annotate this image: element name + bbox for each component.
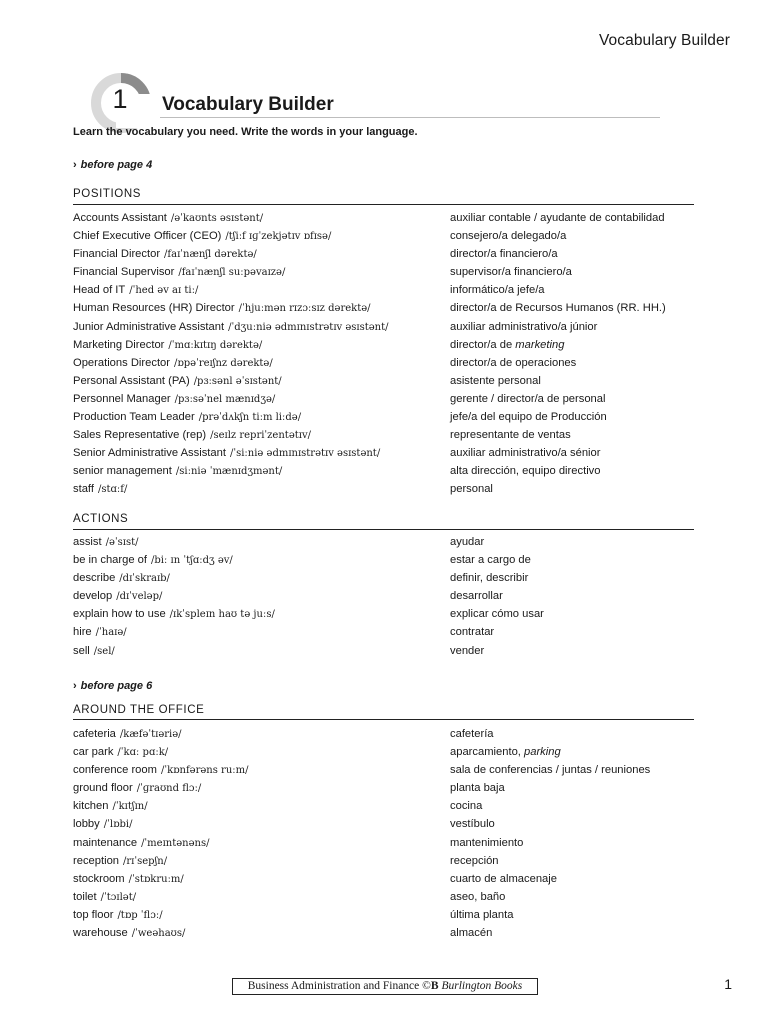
section-heading-actions: ACTIONS — [73, 513, 129, 525]
term-word: warehouse — [73, 927, 128, 940]
list-item — [73, 480, 694, 498]
term-spanish: recepción — [450, 854, 499, 867]
term-spanish: planta baja — [450, 782, 505, 795]
list-item — [73, 263, 694, 281]
term-pronunciation: /tɒp ˈflɔː/ — [117, 909, 163, 921]
list-item — [73, 209, 694, 227]
list-item — [73, 372, 694, 390]
term-pronunciation: /tʃiːf ɪɡˈzekjətɪv ɒfɪsə/ — [225, 231, 332, 243]
list-item — [73, 906, 694, 924]
term-spanish: auxiliar administrativo/a júnior — [450, 320, 598, 333]
term-english — [73, 462, 282, 481]
term-pronunciation: /faɪˈnænʃl dərektə/ — [164, 249, 257, 261]
term-pronunciation: /əˈsɪst/ — [105, 537, 139, 548]
term-pronunciation: /ˈlɒbi/ — [103, 819, 133, 831]
term-pronunciation: /ˈkɑː pɑːk/ — [117, 747, 169, 759]
term-pronunciation: /sel/ — [93, 645, 115, 657]
list-item — [73, 834, 694, 852]
list-item — [73, 569, 694, 587]
list-item — [73, 444, 694, 462]
term-word: senior management — [73, 465, 172, 478]
term-word: Sales Representative (rep) — [73, 429, 207, 442]
term-pronunciation: /ɒpəˈreɪʃnz dərektə/ — [174, 357, 273, 369]
term-spanish: estar a cargo de — [450, 554, 531, 567]
term-pronunciation: /ˈhed əv aɪ tiː/ — [129, 285, 199, 297]
term-pronunciation: /stɑːf/ — [97, 484, 128, 496]
term-word: lobby — [73, 818, 100, 831]
list-item — [73, 797, 694, 815]
term-spanish: sala de conferencias / juntas / reuniones — [450, 764, 651, 777]
term-english — [73, 761, 248, 780]
term-english — [73, 924, 185, 943]
term-english — [73, 605, 275, 624]
term-pronunciation: /ɪkˈspleɪn haʊ tə juːs/ — [169, 609, 275, 621]
term-spanish: auxiliar contable / ayudante de contabilidad — [450, 212, 665, 224]
term-word: Accounts Assistant — [73, 212, 167, 224]
term-english — [73, 227, 331, 246]
term-word: conference room — [73, 764, 157, 777]
term-spanish: consejero/a delegado/a — [450, 230, 567, 243]
term-spanish: director/a de operaciones — [450, 356, 577, 369]
term-pronunciation: /pɜːsəˈnel mænɪdʒə/ — [174, 393, 276, 405]
term-pronunciation: /ˈmɑːkɪtɪŋ dərektə/ — [168, 339, 263, 351]
term-pronunciation: /əˈkaʊnts əsɪstənt/ — [170, 213, 264, 224]
term-spanish: personal — [450, 483, 493, 496]
term-spanish: cocina — [450, 800, 483, 813]
page-marker-6 — [73, 680, 152, 692]
list-item — [73, 299, 694, 317]
term-spanish: asistente personal — [450, 374, 541, 387]
term-word: stockroom — [73, 872, 125, 885]
page-marker-4 — [73, 159, 152, 171]
term-spanish: contratar — [450, 626, 495, 639]
list-item — [73, 245, 694, 263]
list-item — [73, 408, 694, 426]
term-spanish: director/a financiero/a — [450, 248, 558, 261]
page-title: Vocabulary Builder — [162, 94, 334, 115]
term-pronunciation: /ˈkɒnfərəns ruːm/ — [160, 765, 249, 777]
section-rule — [73, 719, 694, 720]
running-title: Vocabulary Builder — [598, 32, 730, 49]
term-word: hire — [73, 626, 92, 639]
term-word: Marketing Director — [73, 338, 165, 351]
list-item — [73, 642, 694, 660]
term-english — [73, 245, 257, 264]
list-item — [73, 227, 694, 245]
term-word: top floor — [73, 908, 114, 921]
list-item — [73, 318, 694, 336]
term-spanish: desarrollar — [450, 590, 503, 603]
term-spanish: definir, describir — [450, 572, 529, 585]
instruction: Learn the vocabulary you need. Write the words in your language. — [73, 126, 418, 138]
term-pronunciation: /ˈtɔɪlət/ — [100, 891, 137, 903]
term-spanish: auxiliar administrativo/a sénior — [450, 447, 601, 460]
term-word: sell — [73, 644, 90, 657]
term-spanish: almacén — [450, 927, 493, 940]
term-word: maintenance — [73, 836, 138, 849]
list-item — [73, 888, 694, 906]
term-english — [73, 354, 273, 373]
term-word: Operations Director — [73, 356, 170, 369]
term-pronunciation: /faɪˈnænʃl suːpəvaɪzə/ — [178, 267, 286, 279]
list-item — [73, 924, 694, 942]
term-english — [73, 263, 285, 282]
term-word: describe — [73, 572, 116, 585]
section-rule — [73, 529, 694, 530]
term-spanish: jefe/a del equipo de Producción — [450, 411, 607, 424]
term-word: Chief Executive Officer (CEO) — [73, 230, 222, 243]
list-item — [73, 743, 694, 761]
term-english — [73, 569, 170, 588]
term-english — [73, 299, 371, 318]
list-item — [73, 779, 694, 797]
footer-book: Business Administration and Finance © — [247, 980, 431, 992]
term-english — [73, 779, 201, 798]
list-item — [73, 426, 694, 444]
list-item — [73, 815, 694, 833]
marker-label: before page 6 — [80, 680, 153, 692]
list-item — [73, 852, 694, 870]
publisher-logo: B — [430, 980, 439, 992]
list-item — [73, 587, 694, 605]
vocab-list-actions — [73, 533, 694, 660]
term-spanish: explicar cómo usar — [450, 608, 544, 621]
vocab-list-positions — [73, 209, 694, 499]
page-number: 1 — [724, 976, 732, 992]
term-word: Junior Administrative Assistant — [73, 320, 225, 333]
term-english — [73, 318, 389, 337]
term-word: Personnel Manager — [73, 392, 171, 405]
term-english — [73, 815, 132, 834]
term-pronunciation: /ˈkɪtʃɪn/ — [112, 801, 148, 813]
vocab-list-office — [73, 725, 694, 942]
list-item — [73, 390, 694, 408]
term-word: car park — [73, 746, 114, 759]
term-word: be in charge of — [73, 554, 148, 567]
term-pronunciation: /ˈhjuːmən rɪzɔːsɪz dərektə/ — [238, 303, 371, 315]
term-spanish: representante de ventas — [450, 429, 571, 442]
term-spanish: vestíbulo — [450, 818, 495, 831]
term-english — [73, 390, 275, 409]
term-pronunciation: /ˈsiːniə ədmɪnɪstrətɪv əsɪstənt/ — [229, 448, 381, 460]
term-english — [73, 426, 311, 445]
term-word: Senior Administrative Assistant — [73, 447, 226, 460]
term-english — [73, 281, 198, 300]
list-item — [73, 533, 694, 551]
term-spanish: supervisor/a financiero/a — [450, 266, 572, 279]
term-word: staff — [73, 483, 94, 496]
list-item — [73, 761, 694, 779]
term-pronunciation: /ˈdʒuːniə ədmɪnɪstrətɪv əsɪstənt/ — [228, 321, 389, 333]
section-rule — [73, 204, 694, 205]
term-word: toilet — [73, 890, 97, 903]
unit-number: 1 — [112, 84, 128, 114]
term-english — [73, 870, 184, 889]
term-spanish: gerente / director/a de personal — [450, 392, 606, 405]
term-word: Personal Assistant (PA) — [73, 374, 190, 387]
term-spanish: ayudar — [450, 536, 485, 548]
list-item — [73, 462, 694, 480]
term-english — [73, 480, 127, 499]
term-spanish: informático/a jefe/a — [450, 284, 545, 297]
term-word: cafeteria — [73, 728, 116, 740]
term-english — [73, 797, 148, 816]
term-pronunciation: /seɪlz repriˈzentətɪv/ — [210, 430, 311, 442]
term-word: explain how to use — [73, 608, 166, 621]
term-pronunciation: /dɪˈveləp/ — [116, 591, 163, 603]
term-spanish: director/a de marketing — [450, 338, 565, 351]
chevron-right-icon: › — [73, 159, 77, 171]
term-english — [73, 834, 209, 853]
list-item — [73, 623, 694, 641]
term-pronunciation: /siːniə ˈmænɪdʒmənt/ — [175, 466, 283, 478]
term-word: kitchen — [73, 800, 109, 813]
term-pronunciation: /rɪˈsepʃn/ — [123, 855, 168, 867]
term-pronunciation: /pɜːsənl əˈsɪstənt/ — [193, 375, 282, 387]
list-item — [73, 605, 694, 623]
footer-publisher: Burlington Books — [441, 980, 523, 992]
term-pronunciation: /ˈweəhaʊs/ — [131, 928, 186, 940]
term-word: Financial Director — [73, 248, 161, 261]
list-item — [73, 870, 694, 888]
term-english — [73, 551, 233, 570]
term-english — [73, 642, 115, 661]
term-english — [73, 336, 262, 355]
term-pronunciation: /ˈmeɪntənəns/ — [141, 837, 210, 849]
term-word: Human Resources (HR) Director — [73, 302, 235, 315]
term-english — [73, 743, 168, 762]
list-item — [73, 551, 694, 569]
term-english — [73, 587, 162, 606]
title-rule — [160, 117, 660, 118]
term-word: develop — [73, 590, 113, 603]
term-pronunciation: /prəˈdʌkʃn tiːm liːdə/ — [198, 412, 302, 424]
term-english — [73, 533, 139, 552]
term-english — [73, 408, 301, 427]
term-english — [73, 852, 167, 871]
term-pronunciation: /ˈɡraʊnd flɔː/ — [136, 783, 202, 795]
footer-credit — [232, 978, 538, 995]
term-spanish: alta dirección, equipo directivo — [450, 465, 601, 478]
term-english — [73, 623, 127, 642]
term-pronunciation: /ˈhaɪə/ — [95, 627, 127, 639]
term-word: ground floor — [73, 782, 133, 795]
term-spanish: cafetería — [450, 728, 494, 740]
term-pronunciation: /ˈstɒkruːm/ — [128, 873, 184, 885]
term-pronunciation: /biː ɪn ˈtʃɑːdʒ əv/ — [151, 555, 233, 567]
term-word: reception — [73, 854, 120, 867]
list-item — [73, 336, 694, 354]
term-spanish: mantenimiento — [450, 836, 524, 849]
term-pronunciation: /dɪˈskraɪb/ — [119, 573, 170, 585]
section-heading-positions: POSITIONS — [73, 188, 142, 200]
term-english — [73, 444, 380, 463]
term-spanish: aseo, baño — [450, 890, 506, 903]
term-english — [73, 725, 182, 744]
list-item — [73, 354, 694, 372]
term-spanish: director/a de Recursos Humanos (RR. HH.) — [450, 302, 666, 315]
term-word: Production Team Leader — [73, 411, 195, 424]
term-spanish: última planta — [450, 908, 514, 921]
section-heading-office: AROUND THE OFFICE — [73, 704, 205, 716]
term-pronunciation: /kæfəˈtɪəriə/ — [119, 729, 182, 740]
term-spanish: vender — [450, 644, 485, 657]
marker-label: before page 4 — [80, 159, 153, 171]
term-english — [73, 372, 282, 391]
term-english — [73, 888, 136, 907]
list-item — [73, 281, 694, 299]
term-word: Financial Supervisor — [73, 266, 175, 279]
list-item — [73, 725, 694, 743]
term-word: Head of IT — [73, 284, 126, 297]
term-english — [73, 209, 263, 228]
term-word: assist — [73, 536, 102, 548]
term-spanish: cuarto de almacenaje — [450, 872, 557, 885]
term-english — [73, 906, 163, 925]
term-spanish: aparcamiento, parking — [450, 746, 561, 759]
chevron-right-icon: › — [73, 680, 77, 692]
